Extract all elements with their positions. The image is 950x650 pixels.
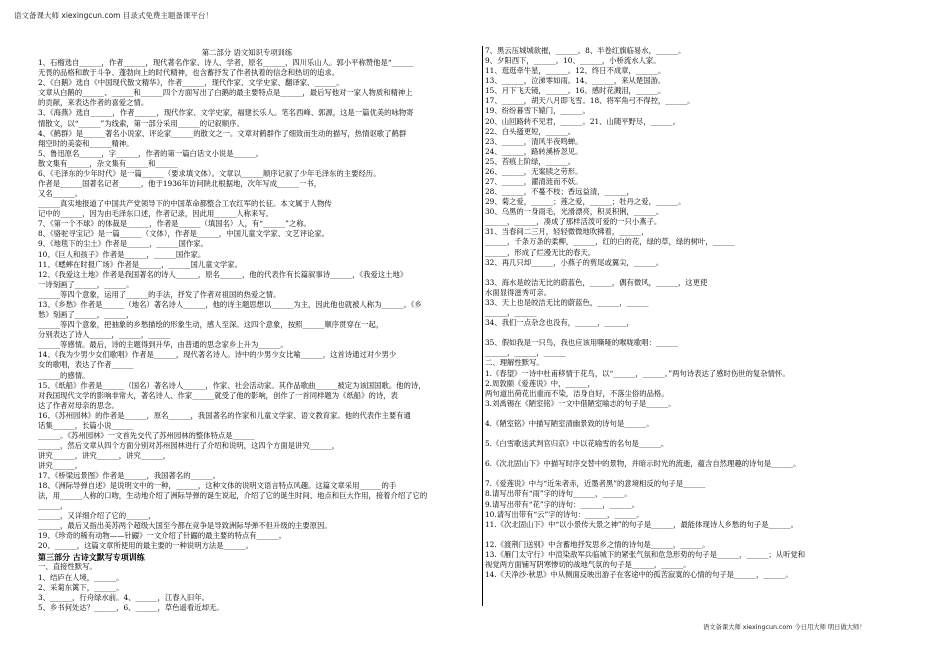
question-line: 水面显得滋秀可亲。 [485,287,552,297]
section-title-part3: 第三部分 古诗文默写专项训练 [38,551,145,562]
question-line: 6、《毛泽东的少年时代》是一篇______（要求填文体）。文章以______顺序记叙了少年毛泽东的主要经历。 [38,168,381,178]
right-question-list [485,46,905,580]
question-line: 31、当春间二三月，轻轻微微地吹拂着，______， [485,227,649,237]
question-line: 7、《第一个不球》的体裁是______，作者是______（填国名）人，有“______”之称。 [38,219,311,229]
question-line: 35、假如我是一只鸟，我也应该用嘶哑的喉咙歌唱：______ [485,338,678,348]
question-line: 5.《白雪歌送武判官归京》中以花喻雪的名句是______。 [485,439,669,449]
question-line: 记中的______，因为由毛泽东口述，作者记录，因此用______人称来写。 [38,209,274,219]
question-line: 33、海水是皎洁无比的蔚蓝色，______，偶有微风，______，这更使 [485,277,708,287]
poem-line: 5、乡书何处达？______，6、______，草色遥看近却无。 [38,602,224,612]
question-line: 20、______，这篇文章所使用的最主要的一种说明方法是______。 [38,541,253,551]
question-line: 又名______。 [38,189,83,199]
question-line: 33、天上也是皎洁无比的蔚蓝色，______，______ [485,297,649,307]
poem-line: 2、采菊东篱下，______。 [38,582,124,592]
subsection-direct-recitation: 一、直接性默写。 [38,562,97,572]
question-line: 30、乌黑的一身雨毛，光滑漂亮，积灵积俐，______。 [485,207,664,217]
question-line: ______真实地报道了中国共产党领导下的中国革命都整合工农红军的长征。本文属于人物传 [38,199,332,209]
page-footer: 语文备课大师 xiexingcun.com 今日用大师 明日做大师！ [703,624,866,631]
question-line: 19、《珍奇的稀有动物——针鼹》一文介绍了针鼹的最主要的特点有______。 [38,531,287,541]
poem-line: 3、______，行舟绿水前。4、______，江春入旧年。 [38,592,209,602]
question-line: 7、黑云压城城欲摧，______。8、半卷红旗临易水，______。 [485,46,686,55]
question-line: 15、月下飞天镜，______。16、感时花溅泪，______。 [485,86,666,96]
question-line: 翔空时的美姿和______精神。 [38,138,134,148]
question-line: 11.《次北固山下》中“以小景传大景之神”的句子是______，最能体现诗人乡愁的句子是______。 [485,519,798,529]
question-line: 28、______，不蔓不枝；香远益清，______， [485,187,634,197]
left-column [38,48,456,613]
question-line: 27、______，濯清涟而不妖。 [485,177,583,187]
question-line: 分别表达了诗人______，______，______ [38,330,171,340]
question-line: ______，形成了烂漫无比的春天。 [485,247,596,257]
question-line: 34、我们一点杂念也没有，______，______， [485,318,634,328]
question-line: 视觉两方面铺写阴寒惨切的战地气氛的句子是______，______。 [485,559,691,569]
question-line: 9.请写出带有“花”字的诗句：______，______。 [485,499,640,509]
question-line: ______，______ [485,308,537,318]
question-line: ______，千条万条的柔柳，______，红的白的花，绿的草，绿的树叶，______ [485,237,735,247]
question-line [485,409,905,419]
question-line: 1.《春望》一诗中杜甫移情于花鸟，以“______，______。”两句诗表达了感时伤世的复杂情怀。 [485,368,790,378]
question-line: 10、《巨人和孩子》作者是______，______国作家。 [38,249,206,259]
question-line: 3、《海燕》选自______，作者______，现代作家、文学史家，福建长乐人。笔名西峰、郭源，这是一篇优美的咏物寄 [38,108,414,118]
question-line: 讲究______，讲究______，讲究______， [38,451,171,461]
question-line: ______，______，凑成了那样活泼可爱的一只小燕子。 [485,217,662,227]
question-line: 4、《鹤群》是______著名小说家、评论家______的散文之一。文章对鹤群作了细致而生动的描写，热情讴歌了鹤群 [38,128,407,138]
question-line: 13、______，泣涕零如雨。14、______，来从楚国游。 [485,76,666,86]
question-line: 19、纷纷暮雪下辕门，______。 [485,106,590,116]
question-line: 情散文，以“______”为线索，第一部分采用______的记叙顺序。 [38,118,244,128]
question-line: ______，最后又指出美苏两个超级大国至今都在竞争是导致洲际导弹不但升级的主要原因。 [38,521,332,531]
question-line [485,268,905,278]
question-line: 一诗刻画了______，______。 [38,279,134,289]
question-line: 6.《次北固山下》中描写时序交替中的景物，并暗示时光的流逝，蕴含自然理趣的诗句是______。 [485,459,801,469]
question-line: ______，又详细介绍了它的______， [38,511,156,521]
question-line: 14.《天净沙·秋思》中从侧面反映出游子在客途中的孤苦寂寞的心情的句子是______，______。 [485,570,793,580]
question-line: ______等四个意象，运用了______的手法，抒发了作者对祖国的热爱之情。 [38,289,281,299]
left-poem-list [38,573,456,613]
question-line: 32、再几只却______，小燕子的剪尾或翼尖，______。 [485,257,664,267]
question-line: 26、______，无案牍之劳形。 [485,166,583,176]
question-line: 3.刘禹锡在《陋室铭》一文中借陋室喻志的句子是______。 [485,398,676,408]
question-line: 9、《地毯下的尘土》作者是______，______国作家。 [38,239,208,249]
question-line: 18、《洲际导弹自述》是说明文中的一种，______，这种文体的说明文语言特点风趣。这篇文章采用______的手 [38,481,397,491]
question-line: 2.周敦颐《爱莲说》中，______， [485,378,595,388]
question-line: 达了作者对母亲的思念。 [38,400,119,410]
question-line [485,449,905,459]
question-line: 11、《蟋蟀在时报广场》作者是______，______国儿童文学家。 [38,259,242,269]
question-line: 两句道出荷花出重而不染，洁身自好，不落尘俗的品格。 [485,388,669,398]
left-question-list [38,58,456,551]
question-line: ______，______，______ [485,348,566,358]
column-divider [482,46,483,606]
question-line: 13.《雁门太守行》中渲染敌军兵临城下的紧张气氛和危急形势的句子是______，______；从听觉和 [485,549,806,559]
question-line: ______等感情。最后，诗的主题得到升华，由普通的思念家乡上升为______。 [38,340,288,350]
question-line: 12、《我爱这土地》作者是我国著名的诗人______，原名______，他的代表作有长篇叙事诗______，《我爱这土地》 [38,269,408,279]
question-line: 10.请写出带有“云”字的诗句：______，______。 [485,509,644,519]
question-line: 13、《乡愁》作者是______（地名）著名诗人______，他的诗主题思想以______为主，因此他也就被人称为______。《乡 [38,299,422,309]
question-line [485,429,905,439]
question-line: 二、理解性默写。 [485,358,544,368]
question-line: 对我国现代文学的影响非常大，著名诗人、作家______就受了他的影响，创作了一首同样题为《纸船》的诗，表 [38,390,398,400]
question-line: 22、白头搔更短，______。 [485,126,576,136]
question-line: 8.请写出带有“雨”字的诗句______，______。 [485,489,632,499]
question-line: 9、夕阳西下，______。10、______，小桥流水人家。 [485,56,661,66]
page-header: 语文备课大师 xiexingcun.com 目录式免费主题备课平台！ [14,11,213,20]
question-line: 无畏的品格和敢于斗争、蓬勃向上的时代精神，也含蓄抒发了作者执着的信念和热切的追求。 [38,68,340,78]
right-column [485,46,905,580]
question-line: 1、石榴选自______，作者______，现代著名作家、诗人、学者，原名______，四川乐山人。郭小平称赞他是“______ [38,58,414,68]
question-line: 2、《白鹅》选自《中国现代散文精华》，作者______，现代作家、文学史家、翻译家、______。 [38,78,344,88]
question-line: 24、______，路转溪桥忽见。 [485,146,583,156]
question-line: ______的感情。 [38,370,90,380]
question-line: 14、《我为少男少女们歌唱》作者是______，现代著名诗人。诗中的少男少女比喻______，这首诗通过对少男少 [38,350,397,360]
question-line: 17、《桥梁远景图》作者是______，我国著名的______。 [38,471,220,481]
question-line: ______，然后文章从四个方面分别对苏州园林进行了介绍和说明，这四个方面是讲究______， [38,441,340,451]
question-line: 25、苔痕上阶绿，______。 [485,156,576,166]
question-line: ______。《苏州园林》一文首先交代了苏州园林的整体特点是______ [38,430,255,440]
poem-line: 1、结庐在人境，______。 [38,572,124,582]
question-line: 法，用______人称的口吻，生动地介绍了洲际导弹的诞生说起，介绍了它的诞生时间、地点和巨大作用，接着介绍了它的______， [38,491,428,511]
question-line: 17、______，胡天八月即飞雪。18、将军角弓不得控，______。 [485,96,695,106]
question-line: 20、山回路转不见君，______。21、山随平野尽，______。 [485,116,680,126]
question-line: 12.《渡荆门送别》中含蓄地抒发思乡之情的诗句是______，______。 [485,539,710,549]
question-line: 7.《爱莲说》中与“近朱者赤，近墨者黑”的意境相反的句子是______ [485,479,706,489]
question-line: 话集______，长篇小说______ [38,420,134,430]
question-line: 11、逛逛牵牛星，______。12、终日不成章，______。 [485,66,666,76]
question-line: 女的歌唱，表达了作者______ [38,360,134,370]
question-line: 愁》刻画了______，______， [38,310,134,320]
question-line: 作者是______国著名记者______，他于1936年访问陕北根据地，次年写成______一书， [38,179,322,189]
question-line: 的贡献，来表达作者的喜爱之情。 [38,98,149,108]
section-title-part2: 第二部分 语文知识专项训练 [201,48,293,57]
question-line: 8、《骆驼寻宝记》是一篇______（文体），作者是______，中国儿童文学家、文艺评论家。 [38,229,330,239]
question-line: 4.《陋室铭》中描写陋室清幽景致的诗句是______。 [485,418,654,428]
question-line [485,530,905,540]
question-line: ______等四个意象，把抽象的乡愁描绘的形象生动，感人至深。这四个意象，按照______顺序贯穿在一起， [38,320,384,330]
question-line: 16、《苏州园林》的作者是______，原名______，我国著名的作家和儿童文学家、语文教育家。他的代表作主要有通 [38,410,411,420]
question-line: 讲究______。 [38,461,83,471]
question-line: 散文集有______，杂文集有______和______ [38,158,178,168]
question-line [485,328,905,338]
question-line: 23、______，清风半夜鸣蝉。 [485,136,583,146]
question-line: 29、菊之爱，______；莲之爱，______；牡丹之爱，______。 [485,197,686,207]
question-line: 文章从白鹅的______、______和______四个方面写出了白鹅的最主要特点是______，最后写他对一家人物质和精神上 [38,88,413,98]
question-line: 15、《纸船》作者是______（国名）著名诗人______，作家、社会活动家。其作品歌曲______被定为该国国歌。他的诗， [38,380,426,390]
question-line [485,469,905,479]
question-line: 5、鲁迅原名______，字______，作者的第一篇白话文小说是______。 [38,148,263,158]
